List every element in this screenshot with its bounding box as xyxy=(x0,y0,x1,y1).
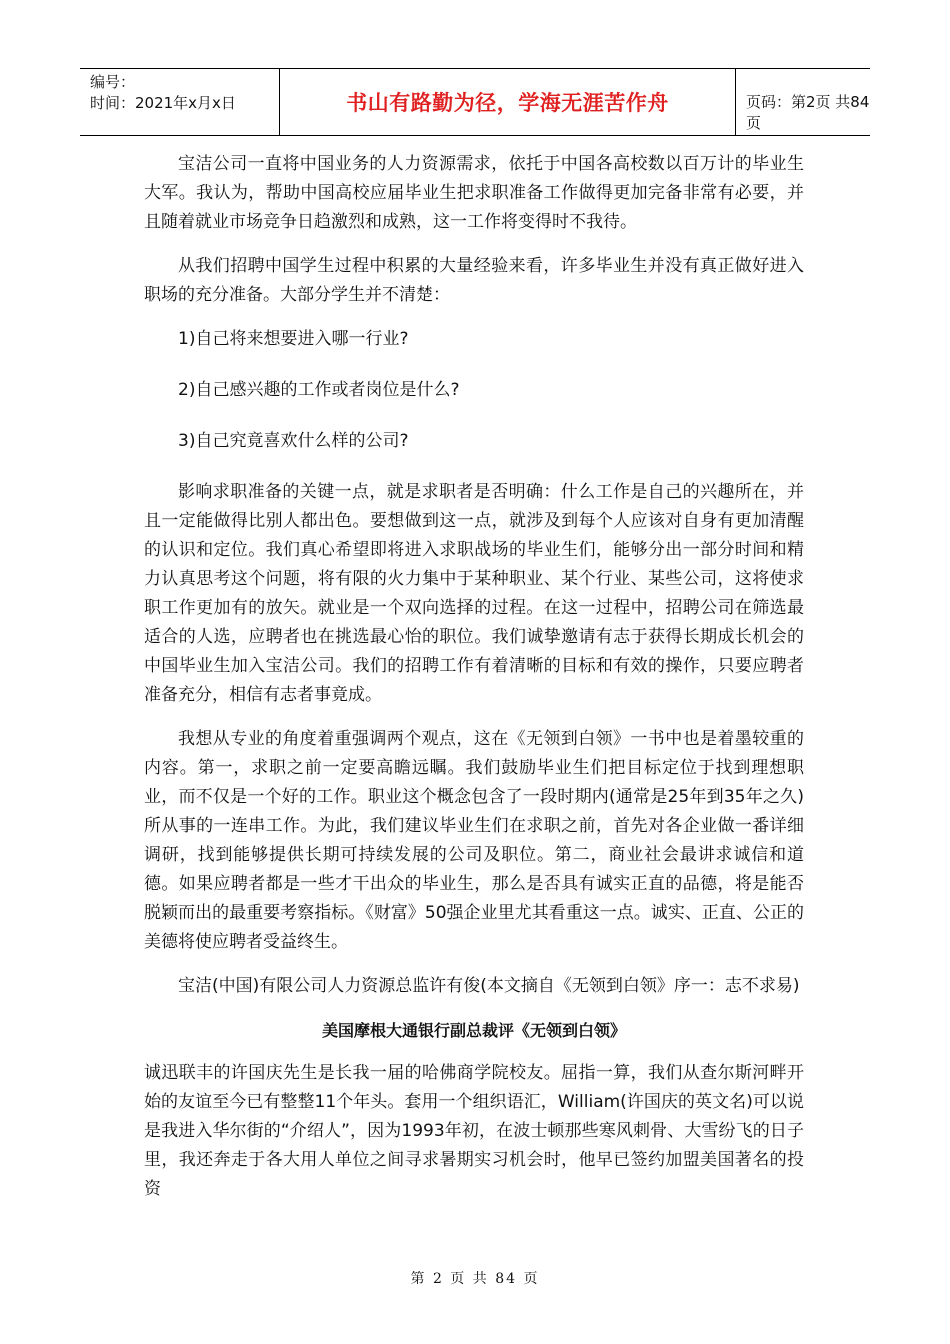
list-item: 3)自己究竟喜欢什么样的公司? xyxy=(178,431,409,451)
list-item: 1)自己将来想要进入哪一行业? xyxy=(178,329,409,349)
paragraph: 我想从专业的角度着重强调两个观点，这在《无领到白领》一书中也是着墨较重的内容。第一，求职之前一定要高瞻远瞩。我们鼓励毕业生们把目标定位于找到理想职业，而不仅是一个好的工作。职业这个概念包含了一段时期内(通常是25年到35年之久)所从事的一连串工作。为此，我们建议毕业生们在求职之前，首先对各企业做一番详细调研，找到能够提供长期可持续发展的公司及职位。第二，商业社会最讲求诚信和道德。如果应聘者都是一些才干出众的毕业生，那么是否具有诚实正直的品德，将是能否脱颖而出的最重要考察指标。《财富》50强企业里尤其看重这一点。诚实、正直、公正的美德将使应聘者受益终生。 xyxy=(144,729,804,952)
list-item: 2)自己感兴趣的工作或者岗位是什么? xyxy=(178,380,460,400)
header-meta xyxy=(80,69,280,135)
paragraph: 影响求职准备的关键一点，就是求职者是否明确：什么工作是自己的兴趣所在，并且一定能做得比别人都出色。要想做到这一点，就涉及到每个人应该对自身有更加清醒的认识和定位。我们真心希望即将进入求职战场的毕业生们，能够分出一部分时间和精力认真思考这个问题，将有限的火力集中于某种职业、某个行业、某些公司，这将使求职工作更加有的放矢。就业是一个双向选择的过程。在这一过程中，招聘公司在筛选最适合的人选，应聘者也在挑选最心怡的职位。我们诚挚邀请有志于获得长期成长机会的中国毕业生加入宝洁公司。我们的招聘工作有着清晰的目标和有效的操作，只要应聘者准备充分，相信有志者事竟成。 xyxy=(144,482,804,705)
document-body xyxy=(144,150,804,1219)
header-page-info: 页码：第2页 共84页 xyxy=(746,93,870,132)
document-number-label: 编号： xyxy=(90,73,136,91)
attribution: 宝洁(中国)有限公司人力资源总监许有俊(本文摘自《无领到白领》序一：志不求易) xyxy=(178,976,800,996)
paragraph: 宝洁公司一直将中国业务的人力资源需求，依托于中国各高校数以百万计的毕业生大军。我认为，帮助中国高校应届毕业生把求职准备工作做得更加完备非常有必要，并且随着就业市场竞争日趋激烈和成熟，这一工作将变得时不我待。 xyxy=(144,154,804,232)
page-header xyxy=(80,68,870,136)
document-date-label: 时间：2021年x月x日 xyxy=(90,94,236,112)
paragraph: 从我们招聘中国学生过程中积累的大量经验来看，许多毕业生并没有真正做好进入职场的充分准备。大部分学生并不清楚： xyxy=(144,256,804,305)
header-motto-cell xyxy=(280,69,736,135)
paragraph: 诚迅联丰的许国庆先生是长我一届的哈佛商学院校友。屈指一算，我们从查尔斯河畔开始的友谊至今已有整整11个年头。套用一个组织语汇，William(许国庆的英文名)可以说是我进入华尔街的“介绍人”，因为1993年初，在波士顿那些寒风刺骨、大雪纷飞的日子里，我还奔走于各大用人单位之间寻求暑期实习机会时，他早已签约加盟美国著名的投资 xyxy=(144,1063,804,1199)
page-footer: 第 2 页 共 84 页 xyxy=(410,1271,540,1287)
section-title: 美国摩根大通银行副总裁评《无领到白领》 xyxy=(321,1021,626,1040)
header-motto: 书山有路勤为径，学海无涯苦作舟 xyxy=(346,91,669,115)
